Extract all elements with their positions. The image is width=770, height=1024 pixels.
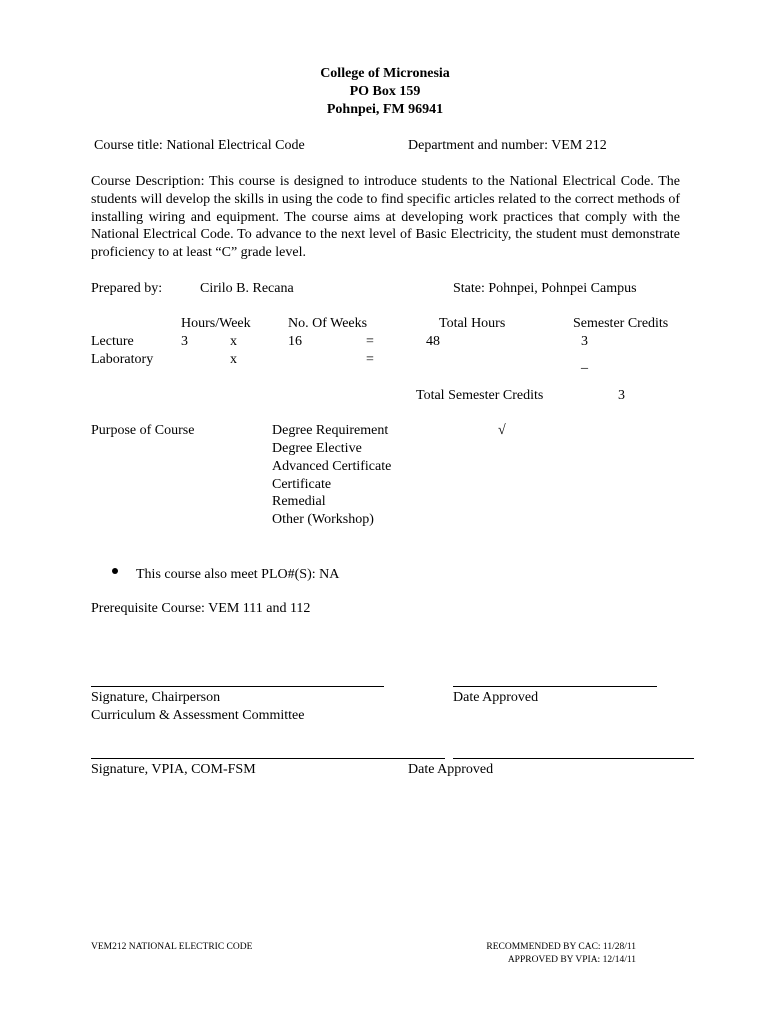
lecture-label: Lecture bbox=[91, 334, 134, 349]
laboratory-equals: = bbox=[366, 352, 374, 367]
campus-state: State: Pohnpei, Pohnpei Campus bbox=[453, 281, 637, 296]
lecture-hours: 3 bbox=[181, 334, 188, 349]
vpia-signature-line bbox=[91, 758, 445, 759]
purpose-option: Remedial bbox=[272, 494, 326, 509]
footer-course-name: VEM212 NATIONAL ELECTRIC CODE bbox=[91, 942, 253, 952]
lecture-weeks: 16 bbox=[288, 334, 302, 349]
lecture-total-hours: 48 bbox=[426, 334, 440, 349]
laboratory-credits: _ bbox=[581, 356, 588, 371]
committee-label: Curriculum & Assessment Committee bbox=[91, 708, 305, 723]
college-location: Pohnpei, FM 96941 bbox=[326, 102, 444, 117]
header-no-of-weeks: No. Of Weeks bbox=[288, 316, 368, 331]
purpose-option: Certificate bbox=[272, 477, 332, 492]
purpose-label: Purpose of Course bbox=[91, 423, 195, 438]
footer-approved: APPROVED BY VPIA: 12/14/11 bbox=[507, 955, 636, 965]
lecture-credits: 3 bbox=[581, 334, 588, 349]
header-semester-credits: Semester Credits bbox=[573, 316, 669, 331]
bullet-icon bbox=[112, 568, 118, 574]
course-description: Course Description: This course is designed to introduce students to the National Electrical Code. The students will develop the skills in using the code to find specific articles related to the correct methods of installing wiring and equipment. The course aims at developing work practices that comply with the National Electrical Code. To advance to the next level of Basic Electricity, the student must demonstrate proficiency to at least “C” grade level. bbox=[91, 174, 680, 261]
prerequisite-course: Prerequisite Course: VEM 111 and 112 bbox=[91, 601, 311, 616]
date-approved-label-1: Date Approved bbox=[453, 690, 539, 705]
purpose-check: √ bbox=[498, 423, 506, 438]
purpose-option: Degree Elective bbox=[272, 441, 362, 456]
total-credits-value: 3 bbox=[618, 388, 625, 403]
footer-recommended: RECOMMENDED BY CAC: 11/28/11 bbox=[486, 942, 636, 952]
purpose-option: Degree Requirement bbox=[272, 423, 389, 438]
prepared-by-label: Prepared by: bbox=[91, 281, 163, 296]
date-approved-line-1 bbox=[453, 686, 657, 687]
plo-statement: This course also meet PLO#(S): NA bbox=[136, 567, 340, 582]
purpose-option: Other (Workshop) bbox=[272, 512, 374, 527]
vpia-signature-label: Signature, VPIA, COM-FSM bbox=[91, 762, 256, 777]
preparer-name: Cirilo B. Recana bbox=[200, 281, 294, 296]
total-credits-label: Total Semester Credits bbox=[416, 388, 544, 403]
chair-signature-line bbox=[91, 686, 384, 687]
course-title: Course title: National Electrical Code bbox=[94, 138, 305, 153]
college-name: College of Micronesia bbox=[320, 66, 450, 81]
header-total-hours: Total Hours bbox=[439, 316, 506, 331]
laboratory-label: Laboratory bbox=[91, 352, 154, 367]
date-approved-line-2 bbox=[453, 758, 694, 759]
chair-signature-label: Signature, Chairperson bbox=[91, 690, 221, 705]
purpose-option: Advanced Certificate bbox=[272, 459, 392, 474]
department-number: Department and number: VEM 212 bbox=[408, 138, 607, 153]
po-box: PO Box 159 bbox=[349, 84, 421, 99]
header-hours-week: Hours/Week bbox=[181, 316, 251, 331]
date-approved-label-2: Date Approved bbox=[408, 762, 494, 777]
lecture-multiply: x bbox=[230, 334, 237, 349]
lecture-equals: = bbox=[366, 334, 374, 349]
laboratory-multiply: x bbox=[230, 352, 237, 367]
